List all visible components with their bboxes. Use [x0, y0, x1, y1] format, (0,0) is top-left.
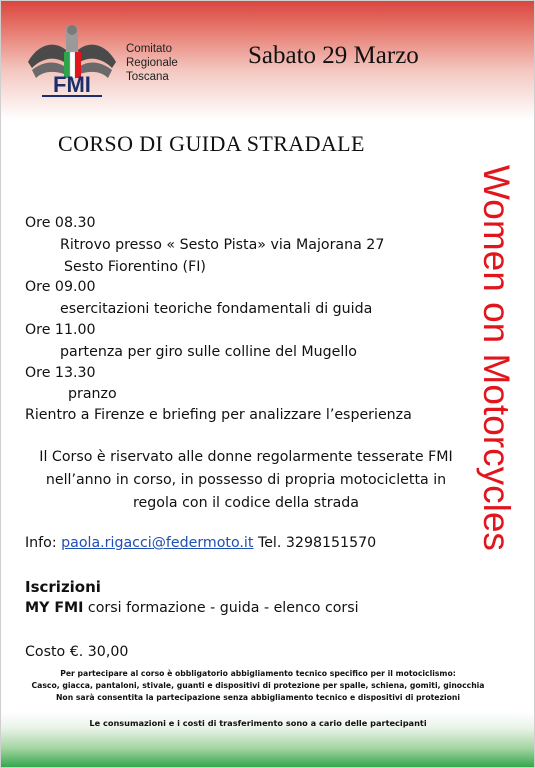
committee-line: Comitato [126, 43, 173, 55]
schedule-time: Ore 09.00 [25, 279, 96, 295]
requirement-line: Per partecipare al corso è obbligatorio abbigliamento tecnico specifico per il motociclismo: [60, 669, 456, 678]
requirement-line: Casco, giacca, pantaloni, stivale, guanti e dispositivi di protezione per spalle, schiena, gomiti, ginocchia [31, 681, 485, 690]
committee-line: Toscana [126, 71, 169, 83]
registration-path-bold: MY FMI [25, 600, 84, 616]
fmi-logo [24, 22, 120, 108]
requirements-notice [18, 668, 498, 704]
registration-path [25, 599, 359, 617]
phone-number: Tel. 3298151570 [253, 535, 377, 551]
info-label: Info: [25, 535, 62, 551]
schedule-detail: Ritrovo presso « Sesto Pista» via Majorana 27 [60, 237, 385, 253]
course-title: CORSO DI GUIDA STRADALE [58, 131, 365, 156]
schedule-detail: esercitazioni teoriche fondamentali di guida [60, 301, 373, 317]
eligibility-text [20, 446, 472, 515]
schedule-detail: partenza per giro sulle colline del Mugello [60, 344, 357, 360]
cost: Costo €. 30,00 [25, 644, 129, 660]
info-line [25, 534, 376, 552]
email-link[interactable]: paola.rigacci@federmoto.it [61, 535, 254, 551]
registration-path-rest: corsi formazione - guida - elenco corsi [83, 600, 359, 616]
schedule-time: Ore 08.30 [25, 215, 96, 231]
registration-heading: Iscrizioni [25, 578, 101, 596]
eligibility-line: nell’anno in corso, in possesso di propria motocicletta in [45, 472, 447, 488]
eligibility-line: regola con il codice della strada [133, 495, 359, 511]
side-title: Women on Motorcycles [476, 165, 517, 551]
schedule-time: Ore 11.00 [25, 322, 96, 338]
committee-name [126, 42, 178, 84]
schedule-detail: pranzo [68, 386, 117, 402]
event-date: Sabato 29 Marzo [248, 42, 419, 69]
logo-letters: FMI [53, 72, 91, 97]
requirement-line: Non sarà consentita la partecipazione senza abbigliamento tecnico e dispositivi di protezioni [55, 693, 460, 702]
return-line: Rientro a Firenze e briefing per analizzare l’esperienza [25, 407, 412, 423]
committee-line: Regionale [126, 57, 178, 69]
schedule-time: Ore 13.30 [25, 365, 96, 381]
footer-note: Le consumazioni e i costi di trasferimento sono a cario delle partecipanti [89, 718, 427, 728]
eligibility-line: Il Corso è riservato alle donne regolarmente tesserate FMI [39, 449, 453, 465]
schedule-detail: Sesto Fiorentino (FI) [64, 259, 206, 275]
